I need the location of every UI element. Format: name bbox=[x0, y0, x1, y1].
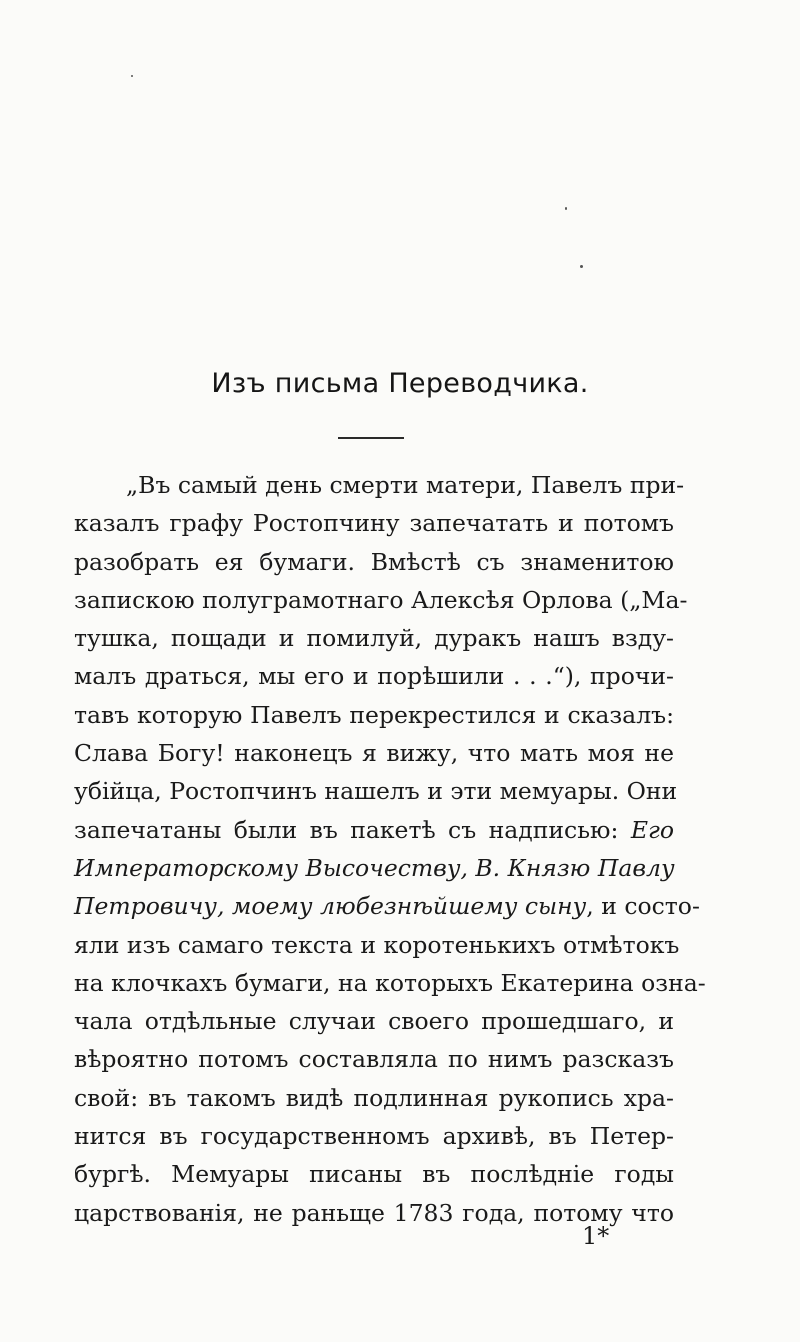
text-line: царствованія, не раньще 1783 года, потому что bbox=[74, 1198, 674, 1227]
text-line: казалъ графу Ростопчину запечатать и потомъ bbox=[74, 509, 674, 538]
text-line: на клочкахъ бумаги, на которыхъ Екатерина озна- bbox=[74, 968, 706, 997]
text-line: запечатаны были въ пакетѣ съ надписью: Его bbox=[74, 815, 674, 844]
text-line: тавъ которую Павелъ перекрестился и сказалъ: bbox=[74, 700, 674, 729]
text-line: „Въ самый день смерти матери, Павелъ при- bbox=[126, 471, 685, 499]
text-line: чала отдѣльные случаи своего прошедшаго, и bbox=[74, 1007, 674, 1036]
text-line: малъ драться, мы его и порѣшили . . .“), прочи- bbox=[74, 662, 674, 691]
print-speck bbox=[580, 265, 583, 268]
print-speck bbox=[131, 75, 133, 77]
text-line: разобрать ея бумаги. Вмѣстѣ съ знаменитою bbox=[74, 547, 674, 576]
text-line: вѣроятно потомъ составляла по нимъ разсказъ bbox=[74, 1045, 674, 1074]
text-line: тушка, пощади и помилуй, дуракъ нашъ взду- bbox=[74, 624, 674, 653]
text-line: яли изъ самаго текста и коротенькихъ отмѣтокъ bbox=[74, 930, 680, 959]
body-text bbox=[74, 466, 706, 1232]
text-line: нится въ государственномъ архивѣ, въ Петер- bbox=[74, 1122, 674, 1151]
text-line: Петровичу, моему любезнѣйшему сыну, и состо- bbox=[74, 892, 700, 921]
title-rule bbox=[338, 437, 404, 439]
print-speck bbox=[565, 207, 567, 210]
section-title: Изъ письма Переводчика. bbox=[211, 368, 589, 399]
text-line: Императорскому Высочеству, В. Князю Павлу bbox=[74, 853, 675, 882]
text-line: Слава Богу! наконецъ я вижу, что мать моя не bbox=[74, 739, 674, 768]
text-line: запискою полуграмотнаго Алексѣя Орлова („Ма- bbox=[74, 585, 688, 614]
text-line: убійца, Ростопчинъ нашелъ и эти мемуары. Они bbox=[74, 777, 678, 806]
text-line: свой: въ такомъ видѣ подлинная рукопись хра- bbox=[74, 1083, 674, 1112]
text-line: бургѣ. Мемуары писаны въ послѣдніе годы bbox=[74, 1160, 674, 1189]
page-number: 1* bbox=[582, 1222, 610, 1250]
